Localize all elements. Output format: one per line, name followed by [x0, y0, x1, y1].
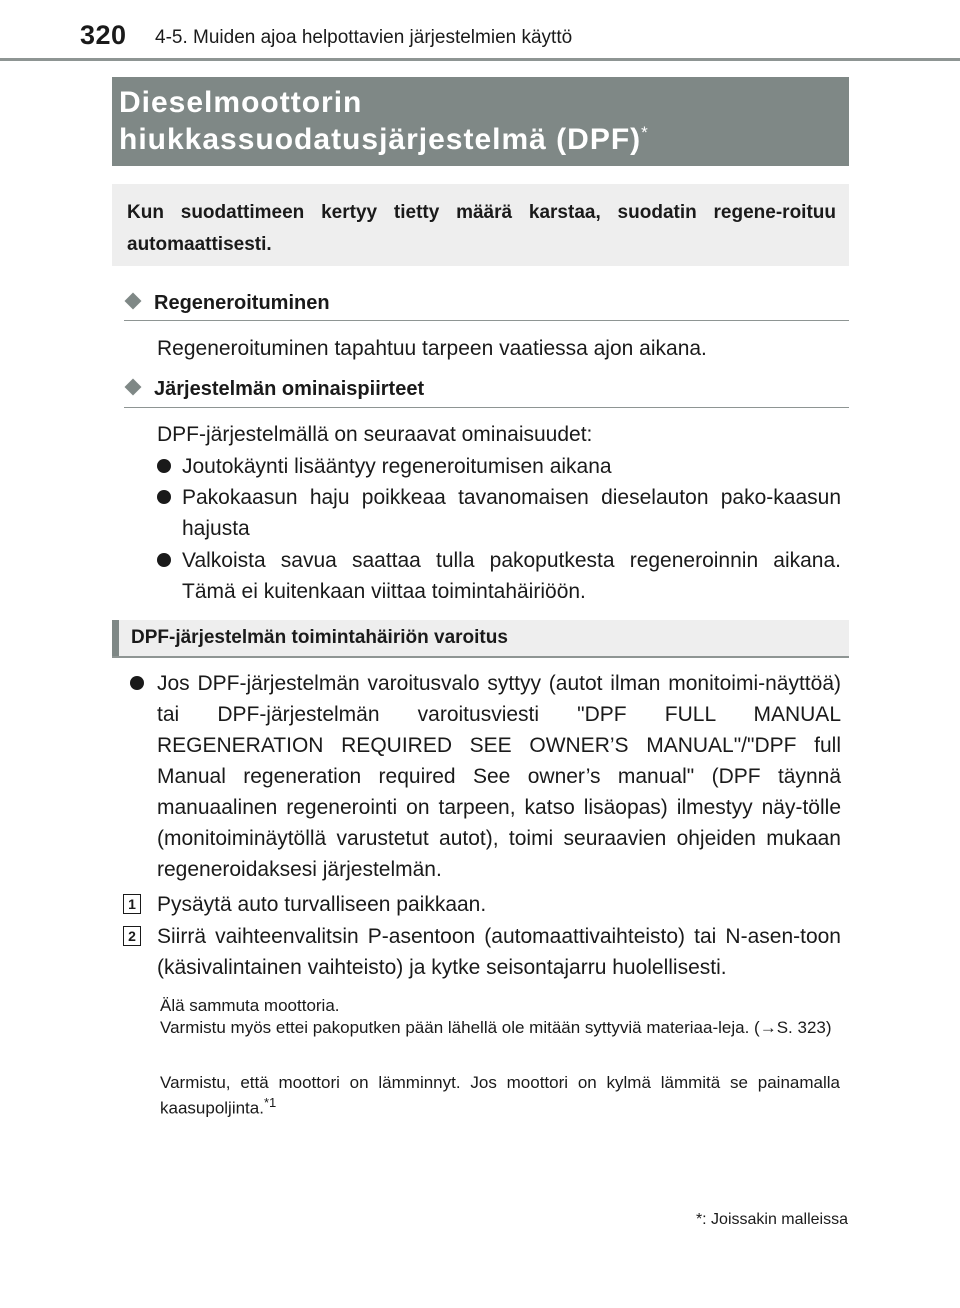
step-text: Pysäytä auto turvalliseen paikkaan.	[157, 893, 487, 916]
intro-text: Kun suodattimeen kertyy tietty määrä karstaa, suodatin regene-roituu automaattisesti.	[127, 202, 836, 255]
note-text: Varmistu myös ettei pakoputken pään lähellä ole mitään syttyviä materiaa-leja. (→S. 323)	[160, 1018, 832, 1037]
subheading-divider	[124, 320, 849, 321]
section-title-box	[112, 77, 849, 166]
section-title-line2	[119, 123, 649, 157]
list-item	[157, 482, 841, 544]
list-item-text: Joutokäynti lisääntyy regeneroitumisen aikana	[182, 455, 612, 478]
paragraph: Regeneroituminen tapahtuu tarpeen vaatiessa ajon aikana.	[157, 337, 707, 360]
list-item-text: Pakokaasun haju poikkeaa tavanomaisen dieselauton pako-kaasun hajusta	[182, 486, 841, 540]
section-title-line1: Dieselmoottorin	[119, 86, 363, 119]
subheading-features	[124, 377, 424, 401]
step-number-badge: 1	[123, 894, 141, 914]
list-item-text: Jos DPF-järjestelmän varoitusvalo syttyy (autot ilman monitoimi-näyttöä) tai DPF-järjestelmän varoitusviesti "DPF FULL MANUAL REGENERATION REQUIRED SEE OWNER’S MANUAL"/"DPF full Manual regeneration required See owner’s manual" (DPF täynnä manuaalinen regenerointi on tarpeen, katso lisäopas) ilmestyy näy-tölle (monitoiminäytöllä varustetut autot), toimi seuraavien ohjeiden mukaan regeneroidaksesi järjestelmän.	[157, 672, 841, 881]
warning-heading: DPF-järjestelmän toimintahäiriön varoitus	[131, 627, 508, 648]
footnote: *: Joissakin malleissa	[695, 1211, 848, 1228]
chapter-title: 4-5. Muiden ajoa helpottavien järjestelmien käyttö	[155, 27, 573, 48]
page-number: 320	[80, 20, 127, 50]
section-title-text: hiukkassuodatusjärjestelmä (DPF)	[119, 123, 642, 156]
note-body: Varmistu, että moottori on lämminnyt. Jos moottori on kylmä lämmitä se painamalla kaasupoljinta.	[160, 1073, 840, 1118]
diamond-icon	[124, 292, 142, 310]
step-number-badge: 2	[123, 926, 141, 946]
warning-divider	[112, 656, 849, 658]
subheading-text: Järjestelmän ominaispiirteet	[154, 378, 425, 400]
warning-heading-box	[112, 620, 849, 656]
asterisk-marker: *	[641, 123, 649, 142]
note-text	[160, 1073, 840, 1119]
header-divider	[0, 58, 960, 61]
intro-box	[112, 184, 849, 266]
list-item	[157, 545, 841, 607]
paragraph: DPF-järjestelmällä on seuraavat ominaisuudet:	[157, 423, 593, 446]
note-text: Älä sammuta moottoria.	[160, 996, 340, 1015]
subheading-text: Regeneroituminen	[154, 292, 330, 314]
accent-bar	[112, 620, 119, 656]
page-header	[0, 0, 960, 62]
list-item	[130, 668, 841, 885]
list-item	[157, 451, 841, 482]
diamond-icon	[124, 378, 142, 396]
subheading-regeneration	[124, 291, 330, 315]
list-item-text: Valkoista savua saattaa tulla pakoputkesta regeneroinnin aikana. Tämä ei kuitenkaan viittaa toimintahäiriöön.	[182, 549, 841, 603]
subheading-divider	[124, 407, 849, 408]
step-text: Siirrä vaihteenvalitsin P-asentoon (automaattivaihteisto) tai N-asen-toon (käsivalintainen vaihteisto) ja kytke seisontajarru huolellisesti.	[157, 925, 841, 979]
footnote-marker: *1	[263, 1095, 277, 1110]
